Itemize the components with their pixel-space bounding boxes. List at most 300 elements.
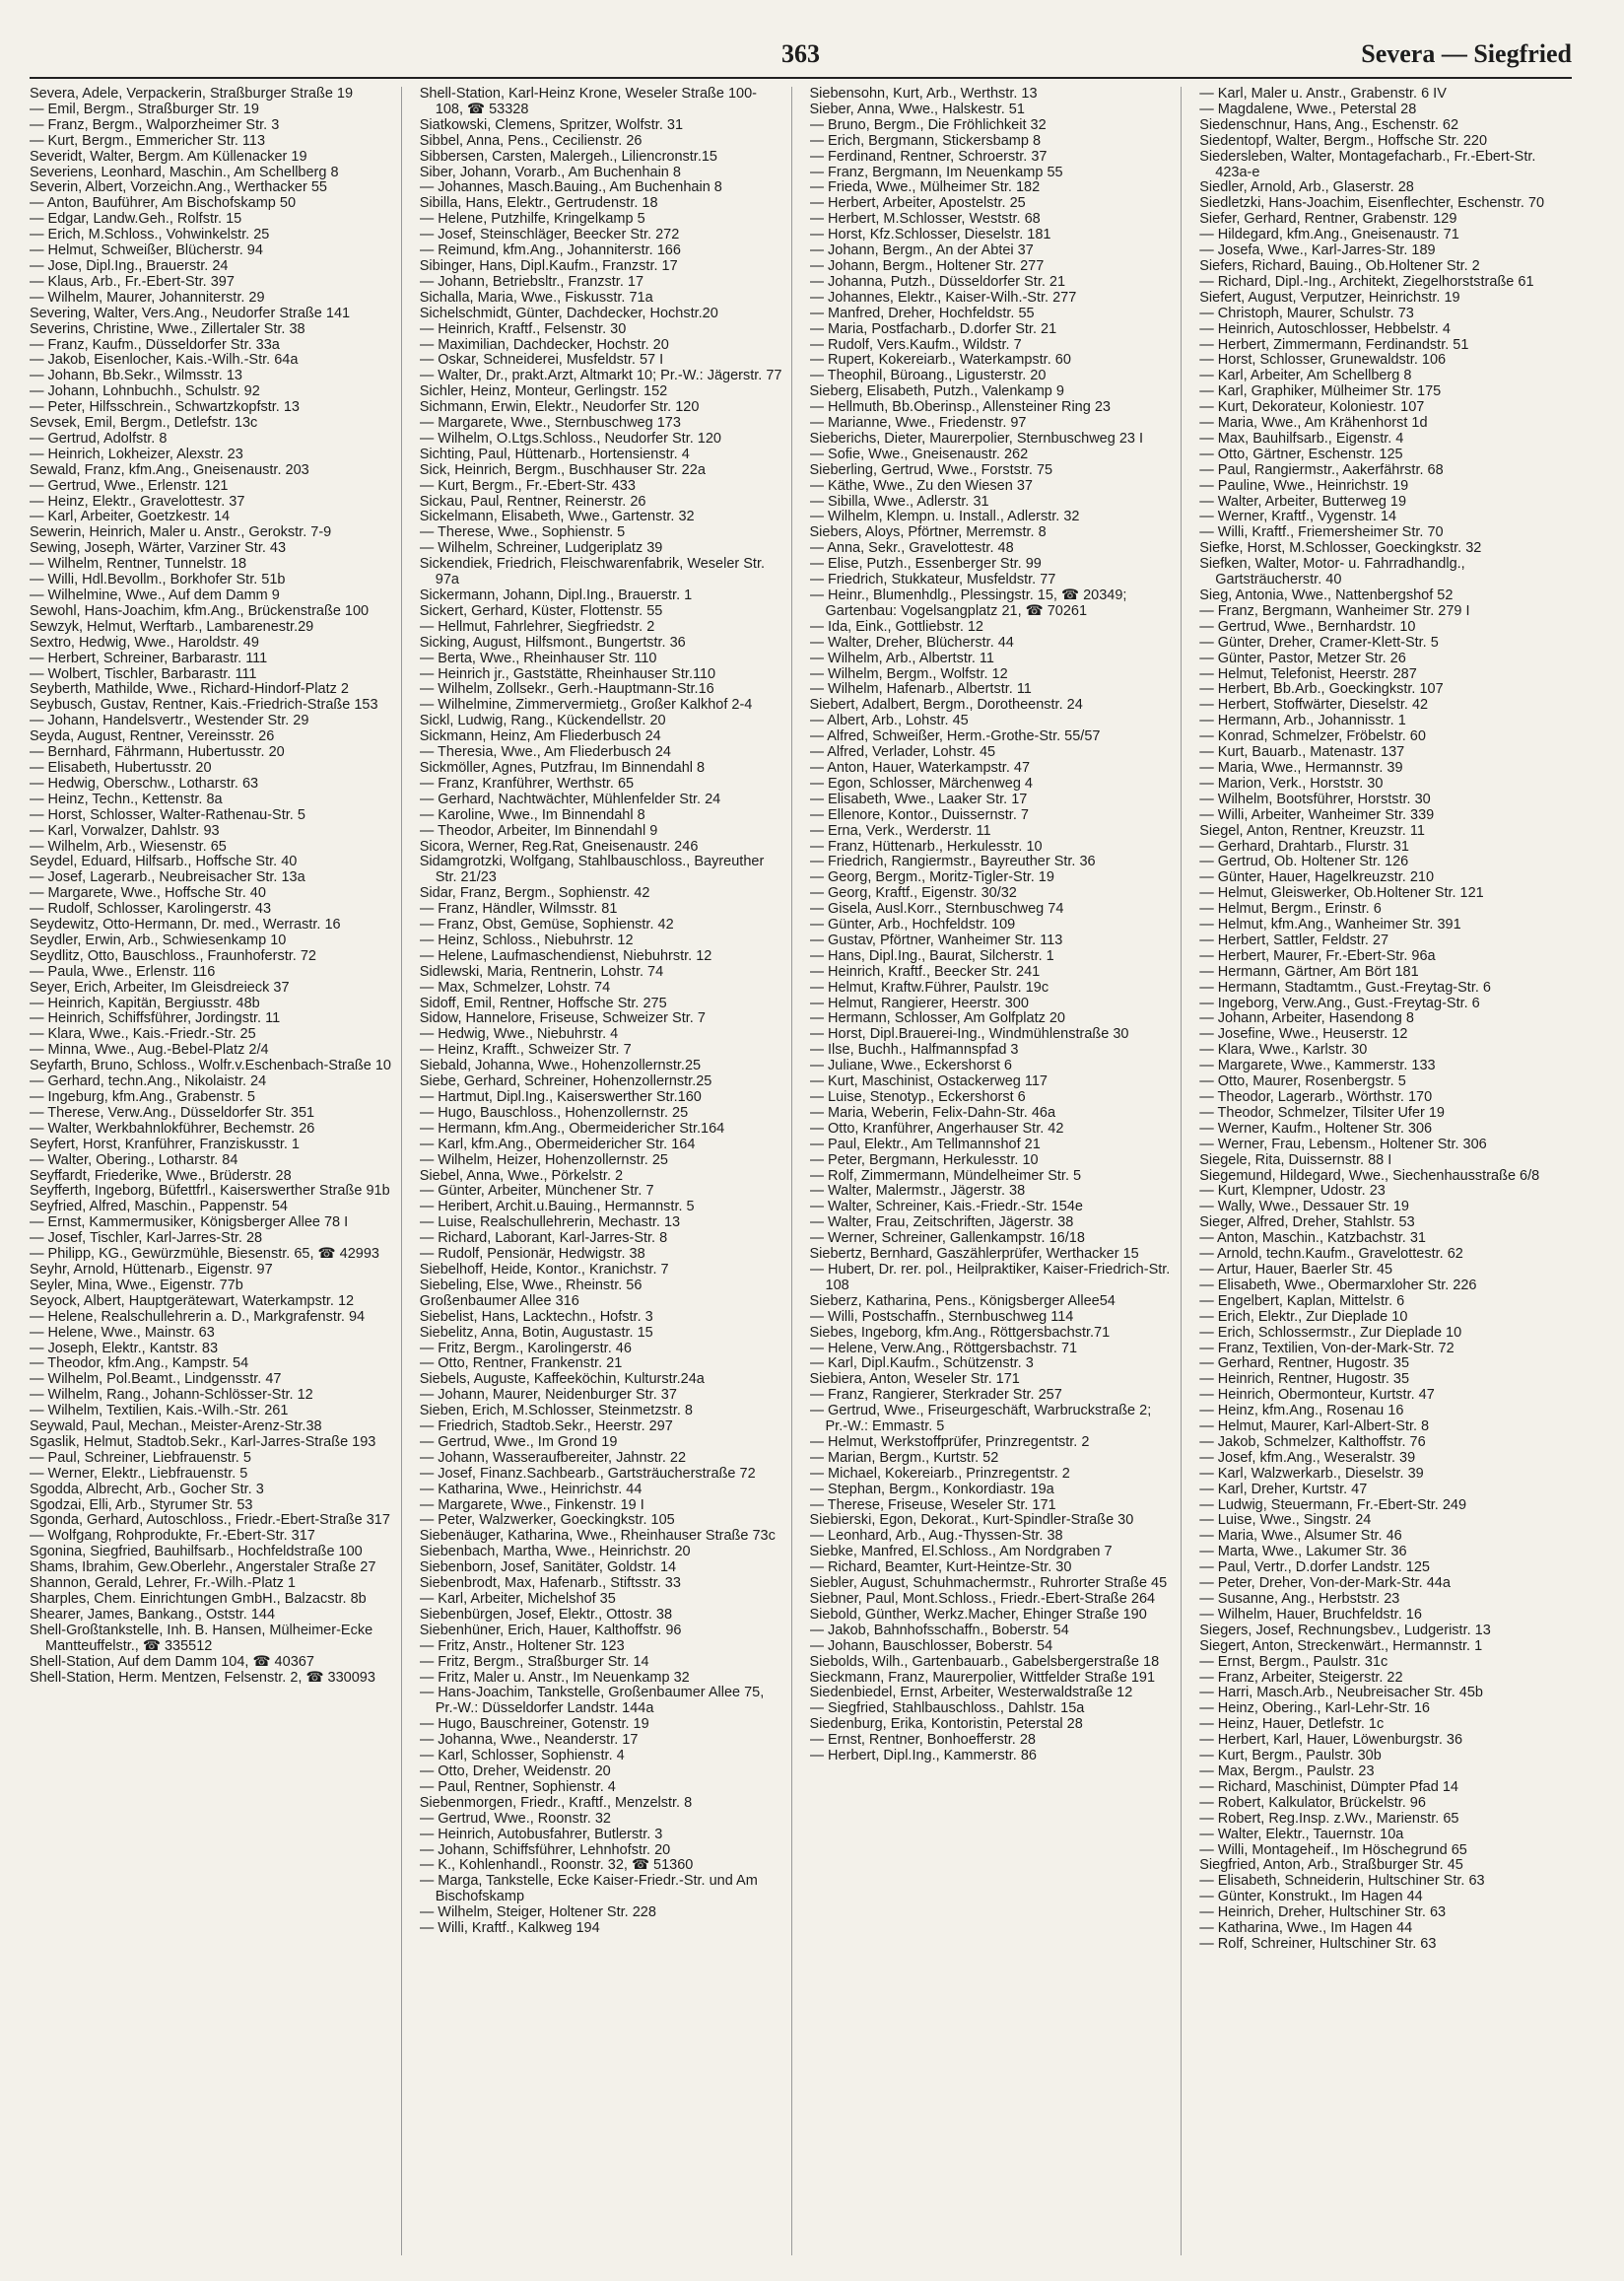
- directory-entry: — Richard, Dipl.-Ing., Architekt, Ziegelhorststraße 61: [1199, 273, 1534, 290]
- directory-entry: — Heinz, Krafft., Schweizer Str. 7: [419, 1042, 632, 1059]
- directory-entry: — Franz, Arbeiter, Steigerstr. 22: [1199, 1669, 1403, 1686]
- directory-entry: — Ernst, Kammermusiker, Königsberger Allee 78 I: [30, 1214, 349, 1231]
- directory-entry: Sgonina, Siegfried, Bauhilfsarb., Hochfeldstraße 100: [30, 1544, 363, 1560]
- directory-entry: — Johanna, Putzh., Düsseldorfer Str. 21: [809, 273, 1066, 290]
- directory-entry: — Margarete, Wwe., Hoffsche Str. 40: [30, 885, 266, 902]
- directory-entry: — Heinz, Obering., Karl-Lehr-Str. 16: [1199, 1700, 1430, 1717]
- directory-entry: — Kurt, Bauarb., Matenastr. 137: [1199, 744, 1405, 761]
- directory-entry: — Helene, Realschullehrerin a. D., Markgrafenstr. 94: [30, 1308, 366, 1325]
- directory-entry: — Paul, Schreiner, Liebfrauenstr. 5: [30, 1449, 251, 1466]
- directory-entry: — Theophil, Büroang., Ligusterstr. 20: [809, 368, 1047, 384]
- directory-entry: — Johannes, Masch.Bauing., Am Buchenhain 8: [419, 179, 722, 196]
- directory-entry: — Josef, Finanz.Sachbearb., Gartsträucherstraße 72: [419, 1465, 756, 1482]
- directory-entry: — Ludwig, Steuermann, Fr.-Ebert-Str. 249: [1199, 1496, 1467, 1513]
- directory-entry: — Hartmut, Dipl.Ing., Kaiserswerther Str.160: [419, 1089, 702, 1105]
- directory-entry: Seyock, Albert, Hauptgerätewart, Waterkampstr. 12: [30, 1292, 355, 1309]
- directory-entry: — Elise, Putzh., Essenberger Str. 99: [809, 556, 1042, 573]
- directory-entry: — Heinrich, Autobusfahrer, Butlerstr. 3: [419, 1826, 663, 1842]
- directory-entry: — Karl, Arbeiter, Michelshof 35: [419, 1591, 616, 1607]
- directory-entry: — Bruno, Bergm., Die Fröhlichkeit 32: [809, 116, 1047, 133]
- directory-entry: — Herbert, Karl, Hauer, Löwenburgstr. 36: [1199, 1732, 1463, 1749]
- directory-entry: — Marianne, Wwe., Friedenstr. 97: [809, 415, 1027, 432]
- directory-entry: — Fritz, Bergm., Straßburger Str. 14: [419, 1653, 649, 1670]
- directory-entry: — Otto, Dreher, Weidenstr. 20: [419, 1763, 611, 1779]
- directory-entry: Sewing, Joseph, Wärter, Varziner Str. 43: [30, 540, 287, 557]
- directory-entry: — Karl, Vorwalzer, Dahlstr. 93: [30, 822, 220, 839]
- directory-entry: — Johann, Bauschlosser, Boberstr. 54: [809, 1637, 1053, 1654]
- directory-entry: Sidow, Hannelore, Friseuse, Schweizer Str. 7: [419, 1010, 706, 1027]
- directory-entry: — Werner, Frau, Lebensm., Holtener Str. 306: [1199, 1136, 1487, 1152]
- directory-entry: Sidamgrotzki, Wolfgang, Stahlbauschloss., Bayreuther Str. 21/23: [419, 854, 765, 886]
- directory-entry: — Wilhelm, Schreiner, Ludgeriplatz 39: [419, 540, 663, 557]
- directory-entry: — Willi, Kraftf., Friemersheimer Str. 70: [1199, 524, 1444, 541]
- directory-entry: — Franz, Händler, Wilmsstr. 81: [419, 901, 618, 918]
- directory-entry: Siefers, Richard, Bauing., Ob.Holtener Str. 2: [1199, 257, 1480, 274]
- directory-entry: — Günter, Hauer, Hagelkreuzstr. 210: [1199, 869, 1435, 886]
- directory-entry: — Heinrich, Kraftf., Beecker Str. 241: [809, 963, 1041, 980]
- directory-entry: — Konrad, Schmelzer, Fröbelstr. 60: [1199, 728, 1426, 745]
- directory-entry: Severa, Adele, Verpackerin, Straßburger Straße 19: [30, 87, 354, 102]
- directory-entry: — Maria, Postfacharb., D.dorfer Str. 21: [809, 320, 1057, 337]
- directory-entry: — Horst, Kfz.Schlosser, Dieselstr. 181: [809, 227, 1051, 243]
- directory-entry: — Elisabeth, Wwe., Obermarxloher Str. 226: [1199, 1277, 1477, 1293]
- directory-entry: Sieber, Anna, Wwe., Halskestr. 51: [809, 101, 1025, 117]
- directory-entry: — Oskar, Schneiderei, Musfeldstr. 57 I: [419, 352, 664, 369]
- directory-entry: Sickert, Gerhard, Küster, Flottenstr. 55: [419, 602, 663, 619]
- directory-entry: — Emil, Bergm., Straßburger Str. 19: [30, 101, 259, 117]
- directory-entry: Seyhr, Arnold, Hüttenarb., Eigenstr. 97: [30, 1261, 273, 1278]
- directory-entry: Seydewitz, Otto-Hermann, Dr. med., Werrastr. 16: [30, 917, 341, 933]
- directory-entry: — Jakob, Eisenlocher, Kais.-Wilh.-Str. 64a: [30, 352, 299, 369]
- directory-entry: — Paul, Elektr., Am Tellmannshof 21: [809, 1136, 1041, 1152]
- directory-entry: — Helene, Putzhilfe, Kringelkamp 5: [419, 211, 645, 228]
- directory-entry: — Herbert, Zimmermann, Ferdinandstr. 51: [1199, 336, 1469, 353]
- directory-entry: Siebels, Auguste, Kaffeeköchin, Kulturstr.24a: [419, 1371, 705, 1388]
- directory-columns: [30, 87, 1572, 2255]
- directory-entry: Sieberichs, Dieter, Maurerpolier, Sternbuschweg 23 I: [809, 430, 1144, 447]
- directory-entry: Seyfarth, Bruno, Schloss., Wolfr.v.Eschenbach-Straße 10: [30, 1058, 391, 1074]
- directory-entry: — Anton, Maschin., Katzbachstr. 31: [1199, 1230, 1426, 1247]
- directory-entry: — Egon, Schlosser, Märchenweg 4: [809, 775, 1033, 792]
- directory-entry: — Werner, Kraftf., Vygenstr. 14: [1199, 509, 1397, 525]
- directory-entry: — Therese, Friseuse, Weseler Str. 171: [809, 1496, 1056, 1513]
- directory-entry: — Robert, Reg.Insp. z.Wv., Marienstr. 65: [1199, 1810, 1459, 1827]
- directory-entry: — Sofie, Wwe., Gneisenaustr. 262: [809, 446, 1029, 462]
- directory-entry: Sidar, Franz, Bergm., Sophienstr. 42: [419, 885, 650, 902]
- directory-entry: — Erich, Bergmann, Stickersbamp 8: [809, 132, 1042, 149]
- directory-entry: — Herbert, Schreiner, Barbarastr. 111: [30, 650, 268, 666]
- directory-entry: Severin, Albert, Vorzeichn.Ang., Werthacker 55: [30, 179, 327, 196]
- directory-entry: — Ingeborg, Verw.Ang., Gust.-Freytag-Str. 6: [1199, 995, 1480, 1011]
- directory-entry: Siegemund, Hildegard, Wwe., Siechenhausstraße 6/8: [1199, 1167, 1540, 1184]
- directory-entry: — Paula, Wwe., Erlenstr. 116: [30, 963, 216, 980]
- directory-entry: Siebenbrodt, Max, Hafenarb., Stiftsstr. 33: [419, 1575, 681, 1592]
- directory-entry: — Ilse, Buchh., Halfmannspfad 3: [809, 1042, 1019, 1059]
- directory-entry: — Franz, Obst, Gemüse, Sophienstr. 42: [419, 917, 674, 933]
- directory-entry: Siebenäuger, Katharina, Wwe., Rheinhauser Straße 73c: [419, 1528, 776, 1545]
- directory-entry: — Alfred, Schweißer, Herm.-Grothe-Str. 55/57: [809, 728, 1101, 745]
- directory-entry: — Erna, Verk., Werderstr. 11: [809, 822, 991, 839]
- directory-entry: — Otto, Rentner, Frankenstr. 21: [419, 1355, 623, 1372]
- directory-entry: — Luise, Wwe., Singstr. 24: [1199, 1512, 1372, 1529]
- directory-entry: — Gerhard, techn.Ang., Nikolaistr. 24: [30, 1073, 267, 1090]
- directory-entry: Siedentopf, Walter, Bergm., Hoffsche Str. 220: [1199, 132, 1488, 149]
- directory-entry: Großenbaumer Allee 316: [419, 1292, 579, 1309]
- directory-entry: — Richard, Beamter, Kurt-Heintze-Str. 30: [809, 1559, 1072, 1576]
- directory-entry: — Helmut, kfm.Ang., Wanheimer Str. 391: [1199, 917, 1461, 933]
- directory-entry: — Pauline, Wwe., Heinrichstr. 19: [1199, 477, 1409, 494]
- directory-entry: Siefken, Walter, Motor- u. Fahrradhandlg., Gartsträucherstr. 40: [1199, 556, 1465, 588]
- directory-entry: Siefke, Horst, M.Schlosser, Goeckingkstr. 32: [1199, 540, 1482, 557]
- directory-entry: Siegel, Anton, Rentner, Kreuzstr. 11: [1199, 822, 1425, 839]
- directory-entry: — Susanne, Ang., Herbststr. 23: [1199, 1591, 1400, 1607]
- directory-entry: — Friedrich, Rangiermstr., Bayreuther Str. 36: [809, 854, 1096, 870]
- directory-entry: Seyffardt, Friederike, Wwe., Brüderstr. 28: [30, 1167, 292, 1184]
- directory-column-1: [30, 87, 402, 2255]
- directory-entry: — Rudolf, Vers.Kaufm., Wildstr. 7: [809, 336, 1022, 353]
- directory-entry: Sieberz, Katharina, Pens., Königsberger Allee54: [809, 1292, 1116, 1309]
- directory-entry: — Friedrich, Stadtob.Sekr., Heerstr. 297: [419, 1418, 673, 1435]
- directory-entry: Siebelitz, Anna, Botin, Augustastr. 15: [419, 1324, 653, 1341]
- directory-entry: Siebold, Günther, Werkz.Macher, Ehinger Straße 190: [809, 1606, 1147, 1623]
- directory-entry: — Willi, Kraftf., Kalkweg 194: [419, 1920, 600, 1937]
- directory-entry: Siedenburg, Erika, Kontoristin, Peterstal 28: [809, 1716, 1083, 1733]
- directory-entry: — Helmut, Schweißer, Blücherstr. 94: [30, 242, 263, 259]
- directory-column-4: [1199, 87, 1572, 2255]
- directory-entry: Seyfert, Horst, Kranführer, Franziskusstr. 1: [30, 1136, 300, 1152]
- directory-entry: — Max, Schmelzer, Lohstr. 74: [419, 979, 611, 996]
- directory-entry: Siegele, Rita, Duissernstr. 88 I: [1199, 1151, 1392, 1168]
- directory-entry: Seybusch, Gustav, Rentner, Kais.-Friedrich-Straße 153: [30, 697, 378, 714]
- directory-entry: Seyer, Erich, Arbeiter, Im Gleisdreieck 37: [30, 979, 290, 996]
- directory-entry: Sibbersen, Carsten, Malergeh., Liliencronstr.15: [419, 148, 717, 165]
- directory-entry: — Reimund, kfm.Ang., Johanniterstr. 166: [419, 242, 681, 259]
- directory-entry: — Heinrich, Dreher, Hultschiner Str. 63: [1199, 1904, 1447, 1921]
- directory-column-3: [810, 87, 1183, 2255]
- directory-entry: Sieckmann, Franz, Maurerpolier, Wittfelder Straße 191: [809, 1669, 1156, 1686]
- directory-entry: — Marian, Bergm., Kurtstr. 52: [809, 1449, 999, 1466]
- directory-entry: — Walter, Malermstr., Jägerstr. 38: [809, 1183, 1026, 1200]
- directory-entry: Seyfferth, Ingeborg, Büfettfrl., Kaiserswerther Straße 91b: [30, 1183, 390, 1200]
- directory-entry: Siebenhüner, Erich, Hauer, Kalthoffstr. 96: [419, 1622, 682, 1638]
- directory-entry: — Hans-Joachim, Tankstelle, Großenbaumer Allee 75, Pr.-W.: Düsseldorfer Landstr. 144a: [419, 1685, 765, 1717]
- directory-entry: — Werner, Elektr., Liebfrauenstr. 5: [30, 1465, 248, 1482]
- directory-entry: Sickau, Paul, Rentner, Reinerstr. 26: [419, 493, 646, 510]
- directory-entry: — Elisabeth, Schneiderin, Hultschiner Str. 63: [1199, 1873, 1485, 1890]
- directory-entry: — Heinz, Techn., Kettenstr. 8a: [30, 791, 223, 807]
- directory-entry: — Jakob, Schmelzer, Kalthoffstr. 76: [1199, 1433, 1426, 1450]
- directory-entry: — Johann, Handelsvertr., Westender Str. 29: [30, 713, 309, 729]
- directory-entry: — Hildegard, kfm.Ang., Gneisenaustr. 71: [1199, 227, 1459, 243]
- directory-entry: — Anna, Sekr., Gravelottestr. 48: [809, 540, 1014, 557]
- directory-entry: Siebierski, Egon, Dekorat., Kurt-Spindler-Straße 30: [809, 1512, 1134, 1529]
- directory-entry: — Kurt, Bergm., Paulstr. 30b: [1199, 1748, 1382, 1764]
- directory-entry: — Wilhelm, Textilien, Kais.-Wilh.-Str. 261: [30, 1403, 289, 1419]
- directory-entry: — Herbert, Bb.Arb., Goeckingkstr. 107: [1199, 681, 1444, 698]
- directory-entry: — Franz, Kranführer, Werthstr. 65: [419, 775, 635, 792]
- directory-entry: — Karl, Arbeiter, Am Schellberg 8: [1199, 368, 1412, 384]
- directory-entry: Sgodda, Albrecht, Arb., Gocher Str. 3: [30, 1481, 264, 1497]
- directory-entry: Sidoff, Emil, Rentner, Hoffsche Str. 275: [419, 995, 667, 1011]
- directory-entry: — Gisela, Ausl.Korr., Sternbuschweg 74: [809, 901, 1064, 918]
- directory-entry: — Horst, Schlosser, Walter-Rathenau-Str. 5: [30, 806, 305, 823]
- directory-entry: Siebolds, Wilh., Gartenbauarb., Gabelsbergerstraße 18: [809, 1653, 1160, 1670]
- directory-entry: — Wilhelm, Bootsführer, Horststr. 30: [1199, 791, 1431, 807]
- directory-entry: — Karl, Arbeiter, Goetzkestr. 14: [30, 509, 231, 525]
- directory-entry: — Wilhelm, Bergm., Wolfstr. 12: [809, 665, 1008, 682]
- directory-entry: Siebertz, Bernhard, Gaszählerprüfer, Werthacker 15: [809, 1246, 1139, 1263]
- directory-entry: — Rupert, Kokereiarb., Waterkampstr. 60: [809, 352, 1071, 369]
- directory-entry: — Max, Bergm., Paulstr. 23: [1199, 1763, 1375, 1779]
- directory-entry: — Maria, Weberin, Felix-Dahn-Str. 46a: [809, 1104, 1056, 1121]
- directory-entry: Siebenbürgen, Josef, Elektr., Ottostr. 38: [419, 1606, 673, 1623]
- directory-entry: Severing, Walter, Vers.Ang., Neudorfer Straße 141: [30, 305, 351, 321]
- directory-entry: Shearer, James, Bankang., Oststr. 144: [30, 1606, 276, 1623]
- directory-entry: — K., Kohlenhandl., Roonstr. 32, ☎ 51360: [419, 1857, 694, 1874]
- directory-entry: — Harri, Masch.Arb., Neubreisacher Str. 45b: [1199, 1685, 1483, 1701]
- directory-entry: — Friedrich, Stukkateur, Musfeldstr. 77: [809, 572, 1056, 588]
- directory-entry: — Magdalene, Wwe., Peterstal 28: [1199, 101, 1417, 117]
- directory-entry: — Theodor, Arbeiter, Im Binnendahl 9: [419, 822, 658, 839]
- directory-entry: — Rolf, Schreiner, Hultschiner Str. 63: [1199, 1935, 1437, 1952]
- directory-entry: — Luise, Stenotyp., Eckershorst 6: [809, 1089, 1026, 1105]
- directory-entry: — Elisabeth, Hubertusstr. 20: [30, 759, 212, 776]
- directory-entry: — Walter, Dr., prakt.Arzt, Altmarkt 10; Pr.-W.: Jägerstr. 77: [419, 368, 782, 384]
- directory-entry: — Georg, Bergm., Moritz-Tigler-Str. 19: [809, 869, 1054, 886]
- directory-entry: — Rudolf, Schlosser, Karolingerstr. 43: [30, 901, 272, 918]
- directory-entry: — Juliane, Wwe., Eckershorst 6: [809, 1058, 1012, 1074]
- directory-entry: Seyda, August, Rentner, Vereinsstr. 26: [30, 728, 275, 745]
- directory-entry: Siefert, August, Verputzer, Heinrichstr. 19: [1199, 289, 1460, 306]
- directory-entry: — Johann, Bergm., An der Abtei 37: [809, 242, 1034, 259]
- directory-entry: — Heinrich, Kraftf., Felsenstr. 30: [419, 320, 627, 337]
- directory-entry: Siebiera, Anton, Weseler Str. 171: [809, 1371, 1020, 1388]
- directory-entry: Siegert, Anton, Streckenwärt., Hermannstr. 1: [1199, 1637, 1483, 1654]
- directory-entry: — Hubert, Dr. rer. pol., Heilpraktiker, Kaiser-Friedrich-Str. 108: [809, 1261, 1171, 1293]
- directory-entry: — Ernst, Rentner, Bonhoefferstr. 28: [809, 1732, 1036, 1749]
- directory-entry: Siatkowski, Clemens, Spritzer, Wolfstr. 31: [419, 116, 684, 133]
- directory-entry: Siefer, Gerhard, Rentner, Grabenstr. 129: [1199, 211, 1457, 228]
- directory-entry: Sickl, Ludwig, Rang., Kückendellstr. 20: [419, 713, 666, 729]
- directory-entry: — Herbert, Stoffwärter, Dieselstr. 42: [1199, 697, 1429, 714]
- directory-entry: — Richard, Maschinist, Dümpter Pfad 14: [1199, 1778, 1458, 1795]
- directory-entry: — Wilhelmine, Wwe., Auf dem Damm 9: [30, 588, 280, 603]
- directory-entry: — Karl, Schlosser, Sophienstr. 4: [419, 1748, 625, 1764]
- directory-entry: Seyberth, Mathilde, Wwe., Richard-Hindorf-Platz 2: [30, 681, 349, 698]
- directory-entry: — Peter, Hilfsschrein., Schwartzkopfstr. 13: [30, 399, 300, 416]
- directory-column-2: [420, 87, 792, 2255]
- directory-entry: Sgonda, Gerhard, Autoschloss., Friedr.-Ebert-Straße 317: [30, 1512, 390, 1529]
- directory-entry: — Alfred, Verlader, Lohstr. 45: [809, 744, 996, 761]
- directory-entry: — Theresia, Wwe., Am Fliederbusch 24: [419, 744, 671, 761]
- directory-entry: — Franz, Rangierer, Sterkrader Str. 257: [809, 1387, 1062, 1404]
- directory-entry: — Philipp, KG., Gewürzmühle, Biesenstr. 65, ☎ 42993: [30, 1246, 379, 1263]
- directory-entry: — Walter, Schreiner, Kais.-Friedr.-Str. 154e: [809, 1199, 1083, 1215]
- directory-entry: — Hermann, Arb., Johannisstr. 1: [1199, 713, 1406, 729]
- directory-entry: — Hellmuth, Bb.Oberinsp., Allensteiner Ring 23: [809, 399, 1111, 416]
- directory-entry: — Anton, Hauer, Waterkampstr. 47: [809, 759, 1031, 776]
- directory-entry: Sieger, Alfred, Dreher, Stahlstr. 53: [1199, 1214, 1415, 1231]
- directory-entry: — Klara, Wwe., Karlstr. 30: [1199, 1042, 1368, 1059]
- directory-entry: — Johann, Bb.Sekr., Wilmsstr. 13: [30, 368, 242, 384]
- directory-entry: — Franz, Hüttenarb., Herkulesstr. 10: [809, 838, 1043, 855]
- directory-entry: — Karl, Dreher, Kurtstr. 47: [1199, 1481, 1368, 1497]
- page-number: 363: [781, 39, 820, 68]
- directory-entry: — Helmut, Bergm., Erinstr. 6: [1199, 901, 1382, 918]
- directory-entry: — Hedwig, Wwe., Niebuhrstr. 4: [419, 1026, 619, 1043]
- directory-entry: — Paul, Rangiermstr., Aakerfährstr. 68: [1199, 461, 1444, 478]
- directory-entry: — Erich, Schlossermstr., Zur Dieplade 10: [1199, 1324, 1462, 1341]
- directory-entry: Siebenbach, Martha, Wwe., Heinrichstr. 20: [419, 1544, 691, 1560]
- directory-entry: — Willi, Montageheif., Im Höschegrund 65: [1199, 1841, 1467, 1858]
- directory-entry: — Erich, M.Schloss., Vohwinkelstr. 25: [30, 227, 270, 243]
- directory-entry: — Karoline, Wwe., Im Binnendahl 8: [419, 806, 645, 823]
- directory-entry: Siebner, Paul, Mont.Schloss., Friedr.-Ebert-Straße 264: [809, 1591, 1156, 1607]
- directory-entry: Shannon, Gerald, Lehrer, Fr.-Wilh.-Platz 1: [30, 1575, 296, 1592]
- directory-entry: Siebers, Aloys, Pförtner, Merremstr. 8: [809, 524, 1047, 541]
- directory-entry: Sidlewski, Maria, Rentnerin, Lohstr. 74: [419, 963, 664, 980]
- directory-entry: — Wilhelm, O.Ltgs.Schloss., Neudorfer Str. 120: [419, 430, 721, 447]
- directory-entry: — Franz, Bergm., Walporzheimer Str. 3: [30, 116, 280, 133]
- directory-entry: — Heinz, Elektr., Gravelottestr. 37: [30, 493, 245, 510]
- directory-entry: — Heribert, Archit.u.Bauing., Hermannstr. 5: [419, 1199, 695, 1215]
- directory-entry: — Horst, Schlosser, Grunewaldstr. 106: [1199, 352, 1447, 369]
- directory-entry: — Helmut, Telefonist, Heerstr. 287: [1199, 665, 1417, 682]
- directory-entry: — Margarete, Wwe., Sternbuschweg 173: [419, 415, 681, 432]
- directory-entry: — Wolfgang, Rohprodukte, Fr.-Ebert-Str. 317: [30, 1528, 315, 1545]
- directory-entry: — Johanna, Wwe., Neanderstr. 17: [419, 1732, 639, 1749]
- directory-entry: Shell-Großtankstelle, Inh. B. Hansen, Mülheimer-Ecke Mantteuffelstr., ☎ 335512: [30, 1622, 373, 1654]
- directory-entry: Siegfried, Anton, Arb., Straßburger Str. 45: [1199, 1857, 1463, 1874]
- directory-entry: — Wilhelmine, Zimmervermietg., Großer Kalkhof 2-4: [419, 697, 753, 714]
- directory-entry: — Wilhelm, Heizer, Hohenzollernstr. 25: [419, 1151, 668, 1168]
- directory-entry: — Ingeburg, kfm.Ang., Grabenstr. 5: [30, 1089, 255, 1105]
- directory-entry: — Theodor, Lagerarb., Wörthstr. 170: [1199, 1089, 1433, 1105]
- directory-entry: — Peter, Bergmann, Herkulesstr. 10: [809, 1151, 1039, 1168]
- directory-entry: — Hermann, kfm.Ang., Obermeidericher Str.164: [419, 1120, 725, 1137]
- directory-entry: — Wilhelm, Rang., Johann-Schlösser-Str. 12: [30, 1387, 313, 1404]
- directory-entry: Sharples, Chem. Einrichtungen GmbH., Balzacstr. 8b: [30, 1591, 367, 1607]
- directory-entry: — Hugo, Bauschreiner, Gotenstr. 19: [419, 1716, 649, 1733]
- directory-entry: — Josefine, Wwe., Heuserstr. 12: [1199, 1026, 1408, 1043]
- header-rule: [30, 77, 1572, 79]
- directory-entry: — Klara, Wwe., Kais.-Friedr.-Str. 25: [30, 1026, 256, 1043]
- directory-entry: — Ferdinand, Rentner, Schroerstr. 37: [809, 148, 1048, 165]
- directory-entry: — Helmut, Kraftw.Führer, Paulstr. 19c: [809, 979, 1049, 996]
- directory-entry: — Josef, Tischler, Karl-Jarres-Str. 28: [30, 1230, 263, 1247]
- directory-entry: — Heinz, Schloss., Niebuhrstr. 12: [419, 932, 634, 948]
- directory-entry: — Günter, Arbeiter, Münchener Str. 7: [419, 1183, 654, 1200]
- directory-entry: Shams, Ibrahim, Gew.Oberlehr., Angerstaler Straße 27: [30, 1559, 376, 1576]
- directory-entry: — Sibilla, Wwe., Adlerstr. 31: [809, 493, 989, 510]
- directory-entry: — Bernhard, Fährmann, Hubertusstr. 20: [30, 744, 285, 761]
- directory-entry: Sieberling, Gertrud, Wwe., Forststr. 75: [809, 461, 1053, 478]
- directory-entry: — Heinz, kfm.Ang., Rosenau 16: [1199, 1403, 1404, 1419]
- directory-entry: — Walter, Obering., Lotharstr. 84: [30, 1151, 238, 1168]
- directory-entry: — Johann, Bergm., Holtener Str. 277: [809, 257, 1045, 274]
- directory-entry: — Joseph, Elektr., Kantstr. 83: [30, 1340, 219, 1356]
- directory-entry: — Käthe, Wwe., Zu den Wiesen 37: [809, 477, 1033, 494]
- directory-entry: — Horst, Dipl.Brauerei-Ing., Windmühlenstraße 30: [809, 1026, 1129, 1043]
- directory-entry: — Gertrud, Adolfstr. 8: [30, 430, 168, 447]
- directory-entry: — Hellmut, Fahrlehrer, Siegfriedstr. 2: [419, 618, 655, 635]
- directory-entry: — Herbert, Dipl.Ing., Kammerstr. 86: [809, 1748, 1037, 1764]
- directory-entry: — Karl, Maler u. Anstr., Grabenstr. 6 IV: [1199, 87, 1447, 102]
- directory-entry: — Minna, Wwe., Aug.-Bebel-Platz 2/4: [30, 1042, 269, 1059]
- directory-entry: Seyler, Mina, Wwe., Eigenstr. 77b: [30, 1277, 243, 1293]
- directory-entry: — Margarete, Wwe., Finkenstr. 19 I: [419, 1496, 644, 1513]
- directory-entry: — Wally, Wwe., Dessauer Str. 19: [1199, 1199, 1409, 1215]
- directory-entry: — Hermann, Stadtamtm., Gust.-Freytag-Str. 6: [1199, 979, 1491, 996]
- directory-entry: — Herbert, M.Schlosser, Weststr. 68: [809, 211, 1041, 228]
- directory-entry: — Maria, Wwe., Hermannstr. 39: [1199, 759, 1403, 776]
- directory-entry: — Michael, Kokereiarb., Prinzregentstr. 2: [809, 1465, 1070, 1482]
- directory-entry: — Maximilian, Dachdecker, Hochstr. 20: [419, 336, 669, 353]
- directory-entry: — Wilhelm, Rentner, Tunnelstr. 18: [30, 556, 247, 573]
- directory-entry: — Kurt, Dekorateur, Koloniestr. 107: [1199, 399, 1425, 416]
- directory-entry: Seydler, Erwin, Arb., Schwiesenkamp 10: [30, 932, 287, 948]
- directory-entry: — Johann, Betriebsltr., Franzstr. 17: [419, 273, 644, 290]
- directory-entry: — Klaus, Arb., Fr.-Ebert-Str. 397: [30, 273, 235, 290]
- directory-entry: — Manfred, Dreher, Hochfeldstr. 55: [809, 305, 1035, 321]
- directory-entry: Seywald, Paul, Mechan., Meister-Arenz-Str.38: [30, 1418, 322, 1435]
- directory-entry: — Walter, Dreher, Blücherstr. 44: [809, 634, 1014, 651]
- directory-entry: — Wilhelm, Hauer, Bruchfeldstr. 16: [1199, 1606, 1422, 1623]
- directory-entry: — Willi, Arbeiter, Wanheimer Str. 339: [1199, 806, 1435, 823]
- directory-entry: — Heinrich jr., Gaststätte, Rheinhauser Str.110: [419, 665, 716, 682]
- directory-entry: — Kurt, Maschinist, Ostackerweg 117: [809, 1073, 1048, 1090]
- directory-entry: — Helmut, Rangierer, Heerstr. 300: [809, 995, 1029, 1011]
- directory-entry: — Artur, Hauer, Baerler Str. 45: [1199, 1261, 1393, 1278]
- directory-entry: Sichmann, Erwin, Elektr., Neudorfer Str. 120: [419, 399, 700, 416]
- directory-entry: Siebeling, Else, Wwe., Rheinstr. 56: [419, 1277, 643, 1293]
- directory-entry: — Fritz, Anstr., Holtener Str. 123: [419, 1637, 625, 1654]
- directory-entry: — Hugo, Bauschloss., Hohenzollernstr. 25: [419, 1104, 689, 1121]
- directory-entry: Severins, Christine, Wwe., Zillertaler Str. 38: [30, 320, 305, 337]
- directory-entry: — Karl, kfm.Ang., Obermeidericher Str. 164: [419, 1136, 696, 1152]
- directory-entry: Sichalla, Maria, Wwe., Fiskusstr. 71a: [419, 289, 653, 306]
- directory-entry: — Wilhelm, Pol.Beamt., Lindgensstr. 47: [30, 1371, 282, 1388]
- directory-entry: — Helmut, Maurer, Karl-Albert-Str. 8: [1199, 1418, 1430, 1435]
- directory-entry: Sickermann, Johann, Dipl.Ing., Brauerstr. 1: [419, 588, 693, 603]
- directory-entry: — Maria, Wwe., Am Krähenhorst 1d: [1199, 415, 1428, 432]
- directory-entry: — Ernst, Bergm., Paulstr. 31c: [1199, 1653, 1388, 1670]
- directory-entry: — Heinrich, Autoschlosser, Hebbelstr. 4: [1199, 320, 1451, 337]
- directory-entry: — Kurt, Bergm., Emmericher Str. 113: [30, 132, 266, 149]
- directory-entry: Siebert, Adalbert, Bergm., Dorotheenstr. 24: [809, 697, 1083, 714]
- directory-entry: — Josef, kfm.Ang., Weseralstr. 39: [1199, 1449, 1416, 1466]
- directory-entry: — Leonhard, Arb., Aug.-Thyssen-Str. 38: [809, 1528, 1063, 1545]
- directory-entry: — Wilhelm, Hafenarb., Albertstr. 11: [809, 681, 1032, 698]
- directory-entry: Siebensohn, Kurt, Arb., Werthstr. 13: [809, 87, 1038, 102]
- directory-entry: — Johannes, Elektr., Kaiser-Wilh.-Str. 277: [809, 289, 1077, 306]
- directory-entry: — Elisabeth, Wwe., Laaker Str. 17: [809, 791, 1028, 807]
- directory-entry: Siebenmorgen, Friedr., Kraftf., Menzelstr. 8: [419, 1794, 693, 1811]
- directory-entry: Sextro, Hedwig, Wwe., Haroldstr. 49: [30, 634, 259, 651]
- directory-entry: Siedletzki, Hans-Joachim, Eisenflechter, Eschenstr. 70: [1199, 195, 1545, 212]
- directory-entry: — Wilhelm, Arb., Wiesenstr. 65: [30, 838, 227, 855]
- directory-entry: — Marion, Verk., Horststr. 30: [1199, 775, 1384, 792]
- directory-entry: Siebenborn, Josef, Sanitäter, Goldstr. 14: [419, 1559, 677, 1576]
- directory-entry: — Heinz, Hauer, Detlefstr. 1c: [1199, 1716, 1385, 1733]
- directory-entry: — Johann, Wasseraufbereiter, Jahnstr. 22: [419, 1449, 687, 1466]
- directory-entry: — Peter, Walzwerker, Goeckingkstr. 105: [419, 1512, 675, 1529]
- directory-entry: — Josefa, Wwe., Karl-Jarres-Str. 189: [1199, 242, 1436, 259]
- directory-entry: Siedler, Arnold, Arb., Glaserstr. 28: [1199, 179, 1414, 196]
- directory-entry: — Theodor, kfm.Ang., Kampstr. 54: [30, 1355, 249, 1372]
- directory-entry: Siebelhoff, Heide, Kontor., Kranichstr. 7: [419, 1261, 669, 1278]
- directory-entry: — Siegfried, Stahlbauschloss., Dahlstr. 15a: [809, 1700, 1085, 1717]
